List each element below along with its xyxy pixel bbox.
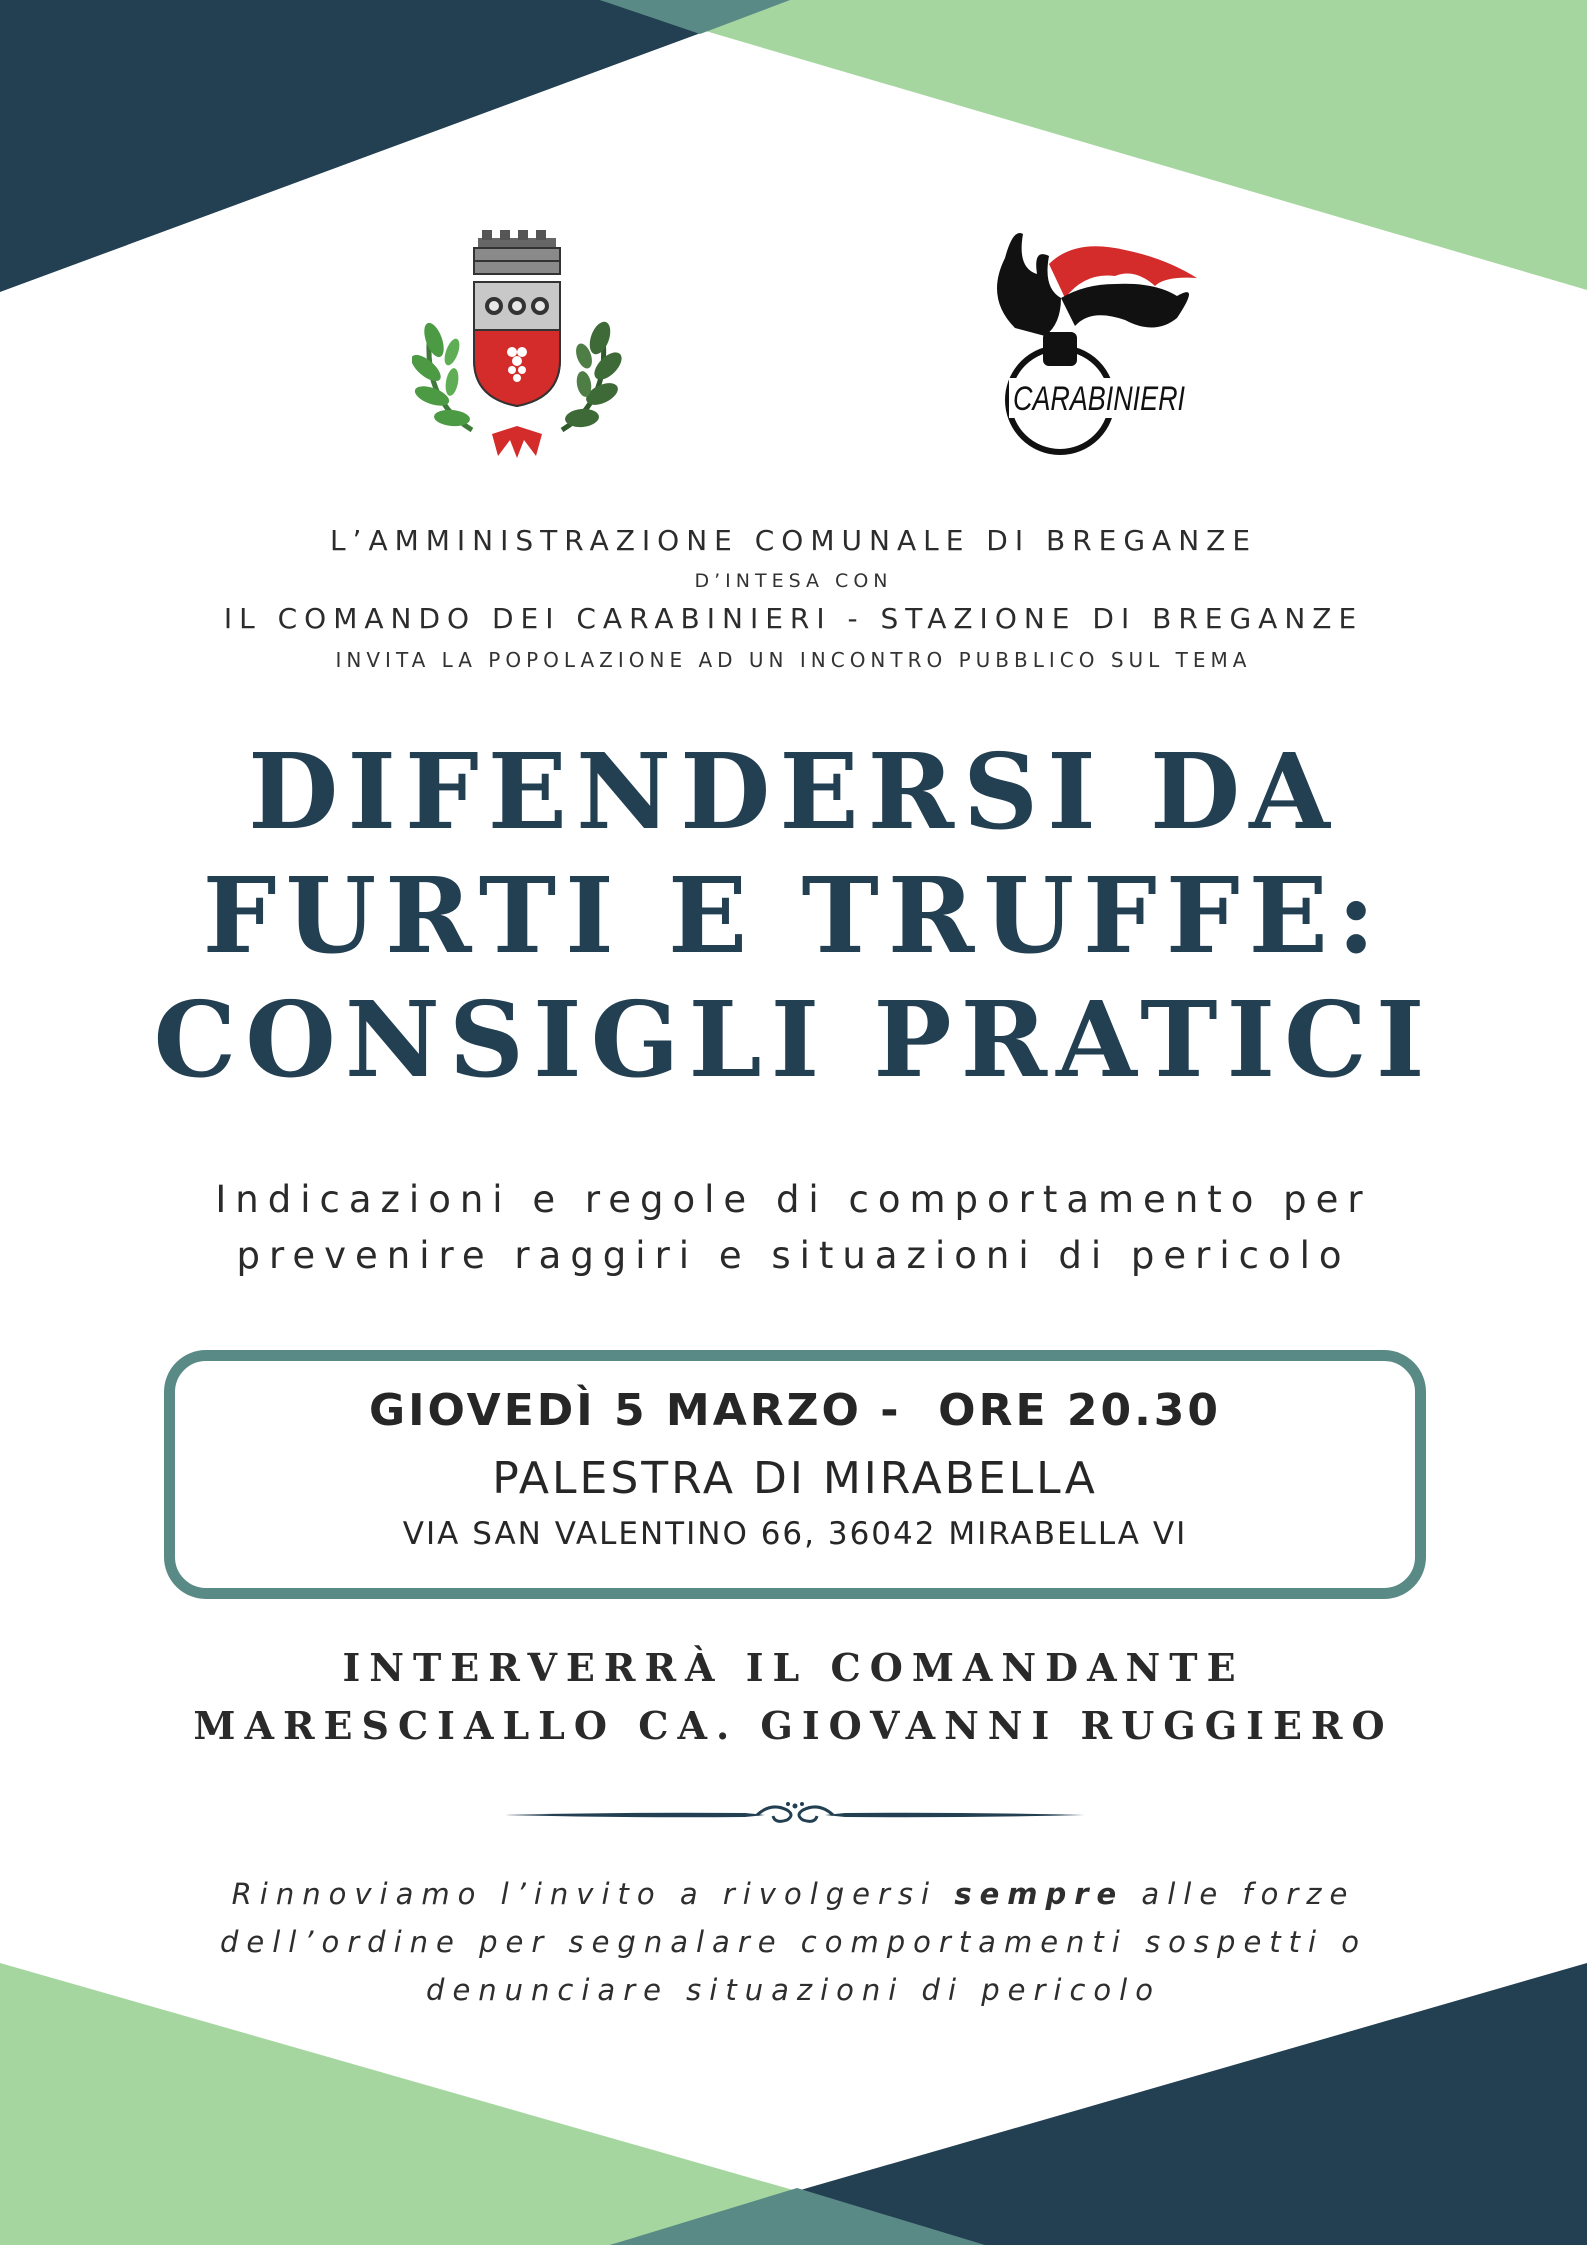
speaker-line-1: INTERVERRÀ IL COMANDANTE bbox=[342, 1645, 1245, 1690]
intesa-line: D’INTESA CON bbox=[694, 570, 893, 592]
organizer-line: L’AMMINISTRAZIONE COMUNALE DI BREGANZE bbox=[329, 524, 1258, 557]
title-line-3: CONSIGLI PRATICI bbox=[153, 978, 1434, 1101]
closing-line-2: dell’ordine per segnalare comportamenti sospetti o bbox=[219, 1925, 1368, 1959]
subtitle-line-2: prevenire raggiri e situazioni di pericolo bbox=[236, 1234, 1351, 1277]
carabinieri-logo-text: CARABINIERI bbox=[1013, 380, 1186, 418]
closing-line-1-start: Rinnoviamo l’invito a rivolgersi bbox=[231, 1877, 955, 1911]
closing-line-1-end: alle forze bbox=[1124, 1877, 1356, 1911]
ornamental-divider-icon bbox=[505, 1798, 1085, 1832]
subtitle-line-1: Indicazioni e regole di comportamento per bbox=[215, 1178, 1372, 1221]
closing-line-1 bbox=[0, 1870, 1587, 1918]
speaker-line-2: MARESCIALLO CA. GIOVANNI RUGGIERO bbox=[193, 1703, 1394, 1748]
invitation-line: INVITA LA POPOLAZIONE AD UN INCONTRO PUBBLICO SUL TEMA bbox=[335, 648, 1252, 672]
event-place: PALESTRA DI MIRABELLA bbox=[492, 1453, 1098, 1504]
comune-coat-of-arms-icon bbox=[412, 230, 622, 462]
title-line-1: DIFENDERSI DA bbox=[248, 730, 1339, 853]
event-date-time: GIOVEDÌ 5 MARZO - ORE 20.30 bbox=[368, 1385, 1222, 1436]
closing-line-3: denunciare situazioni di pericolo bbox=[426, 1973, 1161, 2007]
carabinieri-line: IL COMANDO DEI CARABINIERI - STAZIONE DI BREGANZE bbox=[223, 602, 1364, 635]
event-details-box bbox=[164, 1350, 1426, 1599]
top-left-navy-triangle bbox=[0, 0, 790, 292]
event-address: VIA SAN VALENTINO 66, 36042 MIRABELLA VI bbox=[402, 1516, 1188, 1552]
title-line-2: FURTI E TRUFFE: bbox=[202, 854, 1385, 977]
carabinieri-flame-emblem-icon bbox=[965, 228, 1235, 456]
closing-emphasis: sempre bbox=[954, 1877, 1125, 1911]
